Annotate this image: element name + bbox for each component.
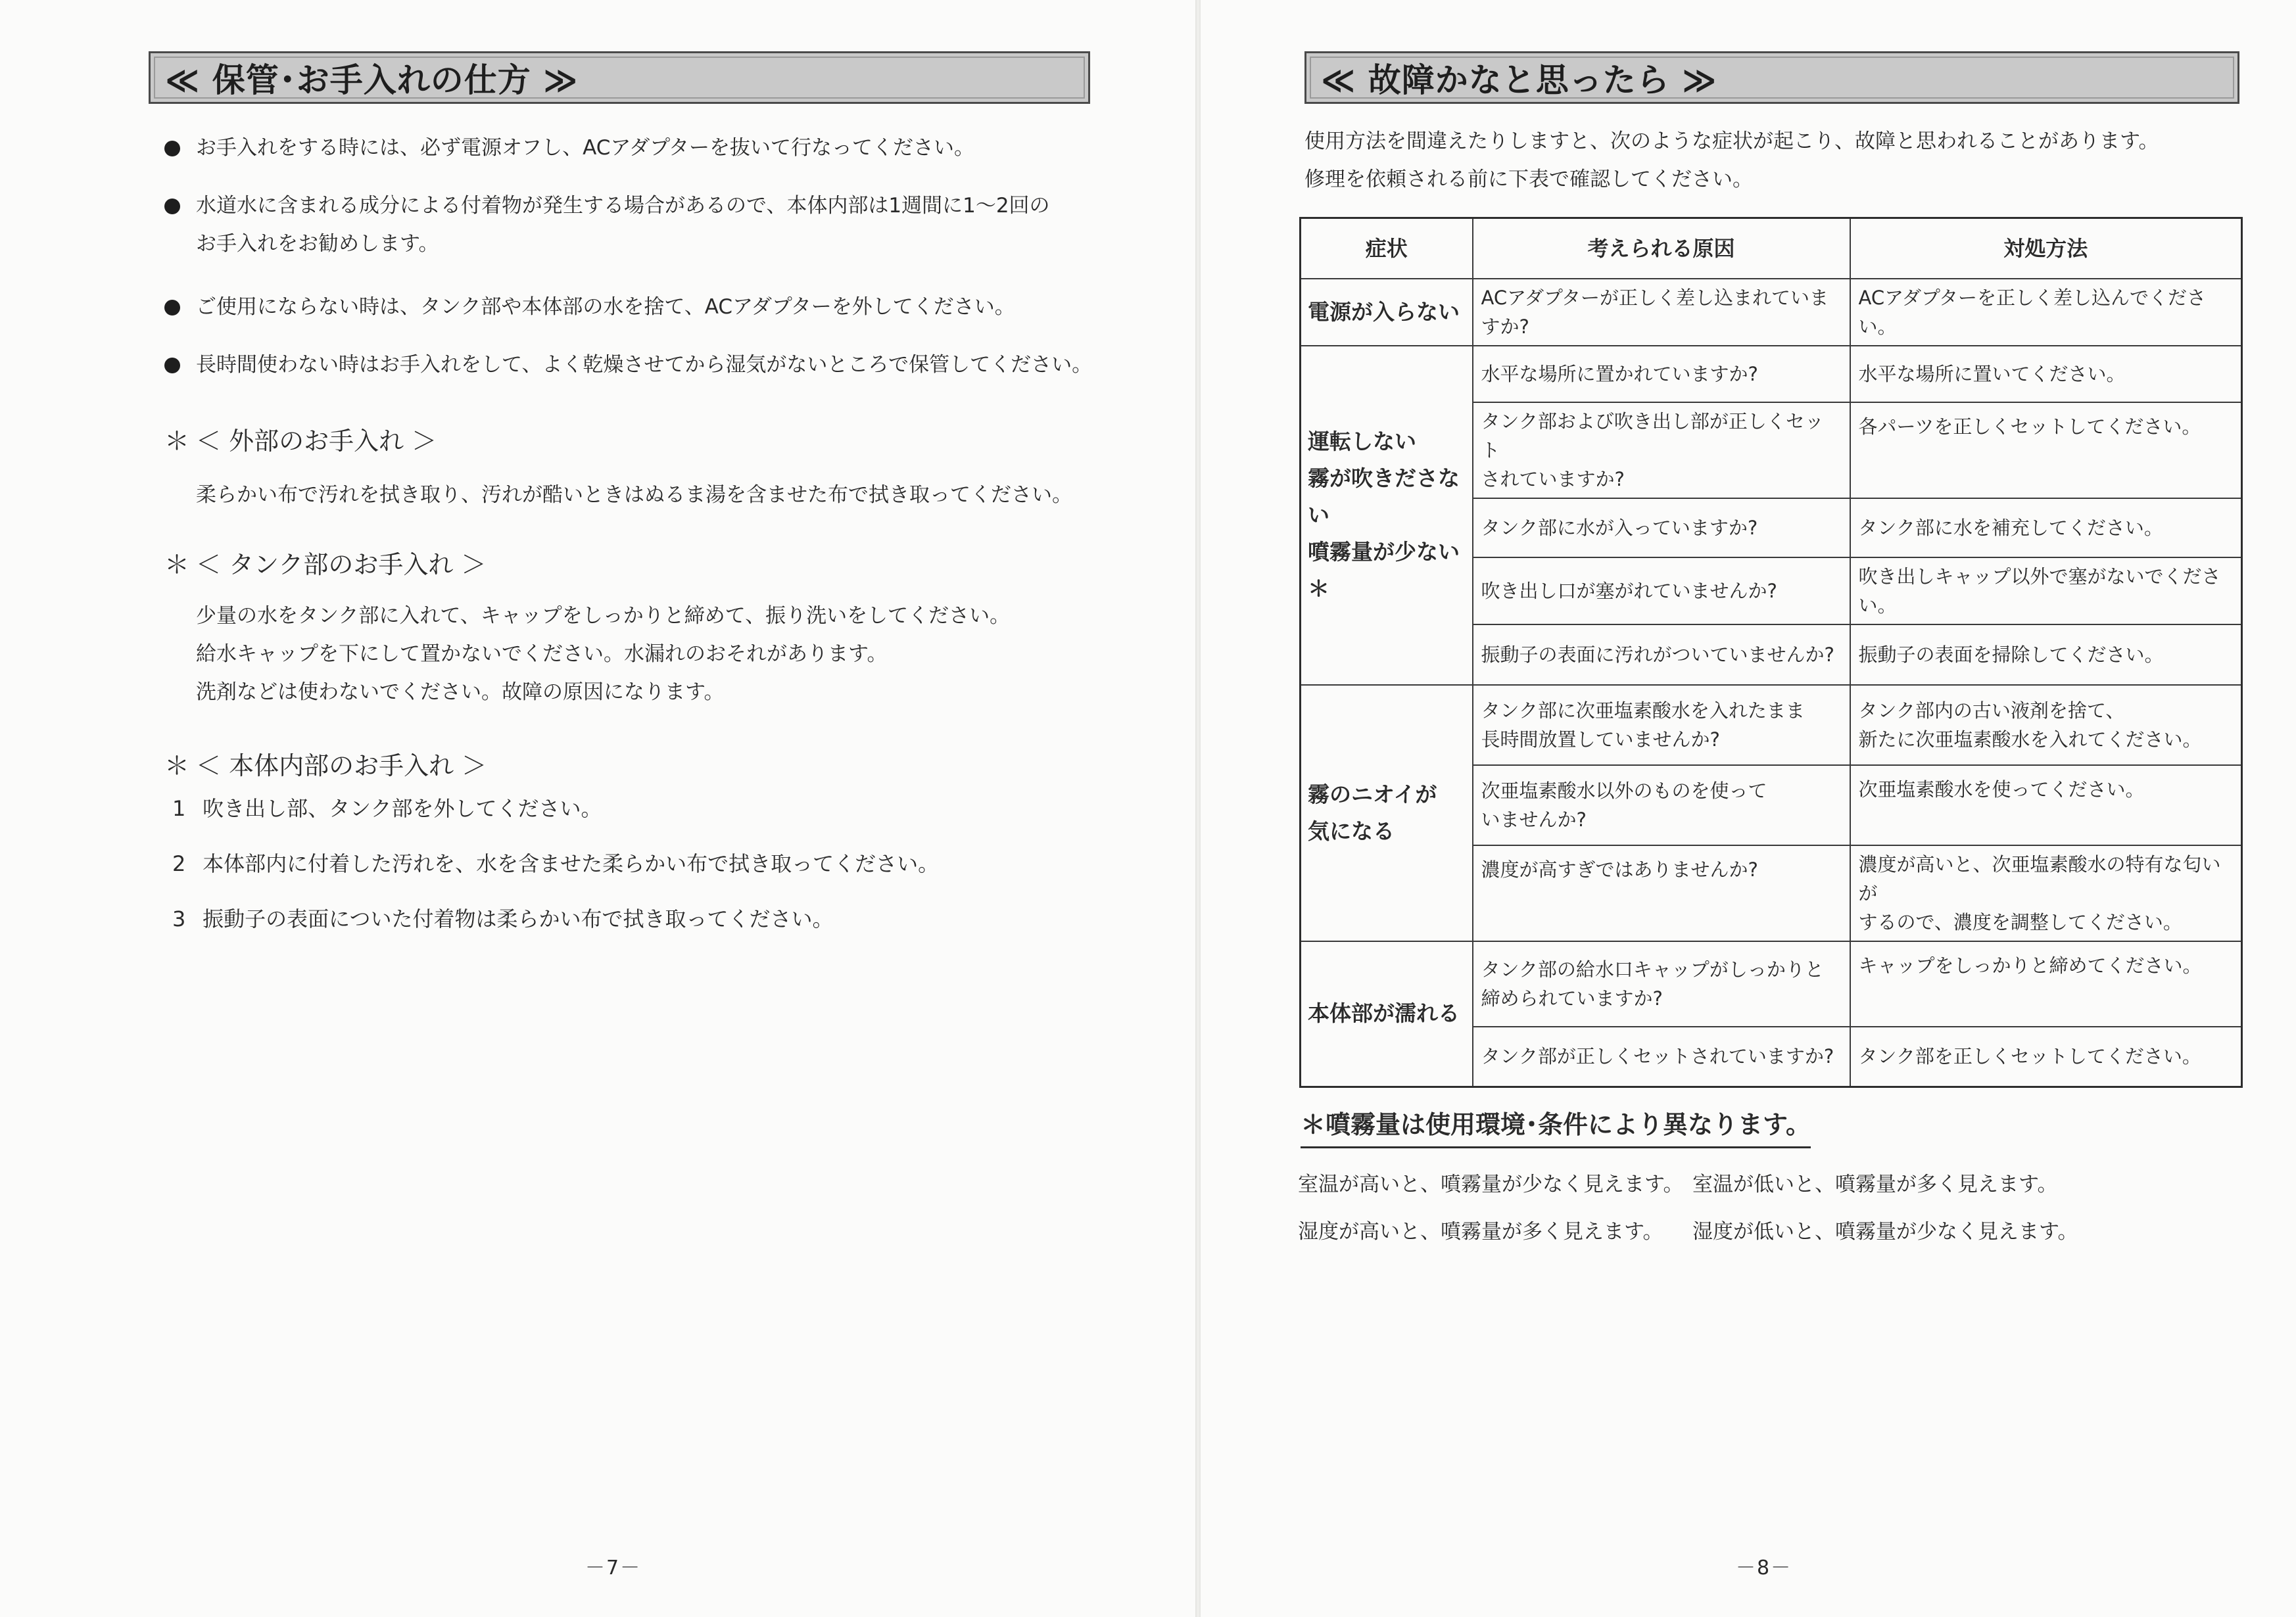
remedy-cell: タンク部を正しくセットしてください。	[1850, 1027, 2242, 1087]
symptom-cell: 本体部が濡れる	[1301, 941, 1473, 1087]
table-row	[1301, 279, 2242, 346]
troubleshooting-section-title: ≪ 故障かなと思ったら ≫	[1304, 51, 2239, 104]
header-symptom: 症状	[1301, 218, 1473, 279]
step-item: 1 吹き出し部、タンク部を外してください。	[172, 796, 602, 821]
outer-care-text: 柔らかい布で汚れを拭き取り、汚れが酷いときはぬるま湯を含ませた布で拭き取ってください。	[196, 483, 1072, 507]
bullet-item: お手入れをする時には、必ず電源オフし、ACアダプターを抜いて行なってください。	[164, 129, 1118, 167]
page-number: －8－	[1736, 1557, 1792, 1580]
remedy-cell: 吹き出しキャップ以外で塞がないでください。	[1850, 557, 2242, 624]
outer-care-heading: ＊ ＜ 外部のお手入れ ＞	[164, 425, 437, 457]
cause-cell: 水平な場所に置かれていますか?	[1473, 346, 1850, 402]
bullet-icon	[164, 358, 180, 373]
bullet-item: 長時間使わない時はお手入れをして、よく乾燥させてから湿気がないところで保管してください。	[164, 346, 1118, 384]
symptom-cell: 霧のニオイが 気になる	[1301, 685, 1473, 941]
header-remedy: 対処方法	[1850, 218, 2242, 279]
bullet-icon	[164, 300, 180, 316]
step-item: 2 本体部内に付着した汚れを、水を含ませた柔らかい布で拭き取ってください。	[172, 851, 940, 876]
asterisk-icon: ＊	[164, 751, 190, 780]
cause-cell: タンク部が正しくセットされていますか?	[1473, 1027, 1850, 1087]
remedy-cell: 濃度が高いと、次亜塩素酸水の特有な匂いが するので、濃度を調整してください。	[1850, 845, 2242, 941]
bullet-icon	[164, 199, 180, 214]
symptom-cell: 運転しない 霧が吹きださない 噴霧量が少ない＊	[1301, 346, 1473, 685]
remedy-cell: キャップをしっかりと締めてください。	[1850, 941, 2242, 1027]
care-section-title: ≪ 保管･お手入れの仕方 ≫	[149, 51, 1090, 104]
asterisk-icon: ＊	[164, 427, 190, 456]
table-header-row	[1301, 218, 2242, 279]
cause-cell: タンク部に次亜塩素酸水を入れたまま 長時間放置していませんか?	[1473, 685, 1850, 765]
header-cause: 考えられる原因	[1473, 218, 1850, 279]
page-fold	[1195, 0, 1201, 1617]
cause-cell: タンク部の給水口キャップがしっかりと 締められていますか?	[1473, 941, 1850, 1027]
troubleshooting-intro: 使用方法を間違えたりしますと、次のような症状が起こり、故障と思われることがあります。 修理を依頼される前に下表で確認してください。	[1304, 129, 2159, 191]
cause-cell: 吹き出し口が塞がれていませんか?	[1473, 557, 1850, 624]
spray-volume-note-line: 湿度が高いと、噴霧量が多く見えます。 湿度が低いと、噴霧量が少なく見えます。	[1298, 1220, 2078, 1244]
troubleshooting-table	[1299, 217, 2243, 1088]
remedy-cell: 振動子の表面を掃除してください。	[1850, 624, 2242, 685]
remedy-cell: 次亜塩素酸水を使ってください。	[1850, 765, 2242, 845]
cause-cell: 濃度が高すぎではありませんか?	[1473, 845, 1850, 941]
remedy-cell: 水平な場所に置いてください。	[1850, 346, 2242, 402]
bullet-item: 水道水に含まれる成分による付着物が発生する場合があるので、本体内部は1週間に1～2回の お手入れをお勧めします。	[164, 187, 1118, 263]
remedy-cell: 各パーツを正しくセットしてください。	[1850, 402, 2242, 498]
table-row	[1301, 685, 2242, 765]
table-row	[1301, 346, 2242, 402]
page-number: －7－	[585, 1557, 642, 1580]
tank-care-text: 少量の水をタンク部に入れて、キャップをしっかりと締めて、振り洗いをしてください。 給水キャップを下にして置かないでください。水漏れのおそれがあります。 洗剤などは使わないでください。故障の原因になります。	[196, 604, 1011, 704]
inner-care-steps	[172, 795, 939, 961]
bullet-icon	[164, 141, 180, 156]
cause-cell: タンク部および吹き出し部が正しくセット されていますか?	[1473, 402, 1850, 498]
cause-cell: タンク部に水が入っていますか?	[1473, 498, 1850, 557]
spray-volume-note-heading: ＊噴霧量は使用環境･条件により異なります。	[1301, 1107, 1811, 1148]
remedy-cell: ACアダプターを正しく差し込んでください。	[1850, 279, 2242, 346]
cause-cell: 振動子の表面に汚れがついていませんか?	[1473, 624, 1850, 685]
symptom-cell: 電源が入らない	[1301, 279, 1473, 346]
table-row	[1301, 941, 2242, 1027]
bullet-item: ご使用にならない時は、タンク部や本体部の水を捨て、ACアダプターを外してください。	[164, 288, 1118, 326]
remedy-cell: タンク部内の古い液剤を捨て、 新たに次亜塩素酸水を入れてください。	[1850, 685, 2242, 765]
cause-cell: 次亜塩素酸水以外のものを使って いませんか?	[1473, 765, 1850, 845]
care-bullet-list	[164, 129, 1118, 404]
inner-care-heading: ＊ ＜ 本体内部のお手入れ ＞	[164, 749, 487, 782]
remedy-cell: タンク部に水を補充してください。	[1850, 498, 2242, 557]
spray-volume-note-line: 室温が高いと、噴霧量が少なく見えます。 室温が低いと、噴霧量が多く見えます。	[1298, 1173, 2058, 1196]
step-item: 3 振動子の表面についた付着物は柔らかい布で拭き取ってください。	[172, 906, 834, 931]
tank-care-heading: ＊ ＜ タンク部のお手入れ ＞	[164, 548, 486, 581]
asterisk-icon: ＊	[164, 550, 190, 579]
cause-cell: ACアダプターが正しく差し込まれていますか?	[1473, 279, 1850, 346]
